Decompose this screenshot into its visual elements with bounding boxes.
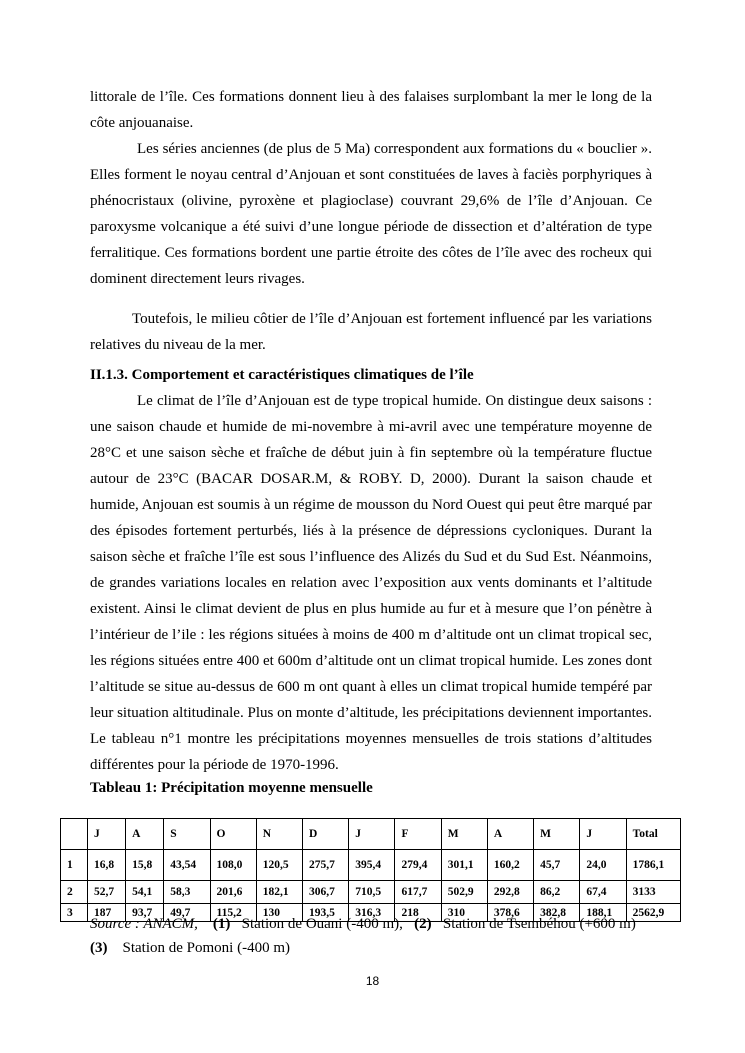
table-cell: 3133 — [626, 881, 680, 904]
header-cell: M — [441, 819, 487, 850]
table-cell: 193,5 — [302, 904, 348, 922]
table-cell: 218 — [395, 904, 441, 922]
table-cell: 115,2 — [210, 904, 256, 922]
header-cell: Total — [626, 819, 680, 850]
table-source — [90, 914, 690, 934]
source-number: (2) — [414, 916, 432, 932]
source-station: Station de Pomoni (-400 m) — [122, 940, 290, 956]
table-cell: 67,4 — [580, 881, 626, 904]
table-row — [61, 881, 681, 904]
source-number: (1) — [212, 916, 231, 932]
table-cell: 502,9 — [441, 881, 487, 904]
table-cell: 395,4 — [349, 850, 395, 881]
table-cell: 617,7 — [395, 881, 441, 904]
table-cell: 201,6 — [210, 881, 256, 904]
source-number: (3) — [90, 940, 108, 956]
table-caption: Tableau 1: Précipitation moyenne mensuelle — [90, 780, 373, 796]
table-cell: 86,2 — [534, 881, 580, 904]
table-cell: 24,0 — [580, 850, 626, 881]
precipitation-table — [60, 818, 681, 922]
source-label: Source : ANACM, — [90, 916, 198, 932]
table-corner-cell — [61, 819, 88, 850]
header-cell: J — [349, 819, 395, 850]
table-cell: 382,8 — [534, 904, 580, 922]
header-cell: M — [534, 819, 580, 850]
header-cell: N — [256, 819, 302, 850]
table-cell: 130 — [256, 904, 302, 922]
table-cell: 108,0 — [210, 850, 256, 881]
row-label: 2 — [61, 881, 88, 904]
table-cell: 160,2 — [487, 850, 533, 881]
table-cell: 93,7 — [126, 904, 164, 922]
table-cell: 188,1 — [580, 904, 626, 922]
paragraph-milieu-cotier: Toutefois, le milieu côtier de l’île d’Anjouan est fortement influencé par les variations relatives du niveau de la mer. — [90, 311, 652, 353]
header-cell: A — [487, 819, 533, 850]
table-cell: 16,8 — [88, 850, 126, 881]
header-cell: F — [395, 819, 441, 850]
section-heading: II.1.3. Comportement et caractéristiques climatiques de l’île — [90, 367, 474, 383]
table-cell: 378,6 — [487, 904, 533, 922]
table-cell: 54,1 — [126, 881, 164, 904]
source-station: Station de Tsembéhou (+600 m) — [442, 916, 636, 932]
table-cell: 52,7 — [88, 881, 126, 904]
paragraph-climat: Le climat de l’île d’Anjouan est de type tropical humide. On distingue deux saisons : une saison chaude et humide de mi-novembre à mi-avril avec une température moyenne de 28°C et une saison sèche et fraîche de début juin à fin septembre où la température fluctue autour de 23°C (BACAR DOSAR.M, & ROBY. D, 2000). Durant la saison chaude et humide, Anjouan est soumis à un régime de mousson du Nord Ouest qui peut être marqué par des épisodes fortement perturbés, liés à la présence de dépressions cycloniques. Durant la saison sèche et fraîche l’île est sous l’influence des Alizés du Sud et du Sud Est. Néanmoins, de grandes variations locales en relation avec l’exposition aux vents dominants et l’altitude existent. Ainsi le climat devient de plus en plus humide au fur et à mesure que l’on pénètre à l’intérieur de l’ile : les régions situées à moins de 400 m d’altitude ont un climat tropical sec, les régions situées entre 400 et 600m d’altitude ont un climat tropical humide. Les zones dont l’altitude se situe au-dessus de 600 m ont quant à elles un climat tropical humide tempéré par leur situation altitudinale. Plus on monte d’altitude, les précipitations deviennent importantes. Le tableau n°1 montre les précipitations moyennes mensuelles de trois stations d’altitudes différentes pour la période de 1970-1996. — [90, 393, 652, 773]
table-cell: 316,3 — [349, 904, 395, 922]
table-cell: 301,1 — [441, 850, 487, 881]
table-cell: 279,4 — [395, 850, 441, 881]
header-cell: D — [302, 819, 348, 850]
page-body — [90, 84, 652, 798]
table-cell: 710,5 — [349, 881, 395, 904]
table-cell: 120,5 — [256, 850, 302, 881]
header-cell: S — [164, 819, 210, 850]
page-number: 18 — [365, 974, 380, 988]
table-cell: 306,7 — [302, 881, 348, 904]
table-cell: 43,54 — [164, 850, 210, 881]
table-cell: 182,1 — [256, 881, 302, 904]
row-label: 1 — [61, 850, 88, 881]
table-cell: 310 — [441, 904, 487, 922]
table-cell: 1786,1 — [626, 850, 680, 881]
table-cell: 292,8 — [487, 881, 533, 904]
table-cell: 187 — [88, 904, 126, 922]
table-cell: 15,8 — [126, 850, 164, 881]
table-cell: 58,3 — [164, 881, 210, 904]
table-cell: 2562,9 — [626, 904, 680, 922]
table-source-line2 — [90, 938, 290, 958]
source-station: Station de Ouani (-400 m), — [241, 916, 403, 932]
row-label: 3 — [61, 904, 88, 922]
table-cell: 49,7 — [164, 904, 210, 922]
paragraph-series-anciennes: Les séries anciennes (de plus de 5 Ma) correspondent aux formations du « bouclier ». Elles forment le noyau central d’Anjouan et sont constituées de laves à faciès porphyriques à phénocristaux (olivine, pyroxène et plagioclase) couvrant 29,6% de l’île d’Anjouan. Ce paroxysme volcanique a été suivi d’une longue période de dissection et d’altération de type ferralitique. Ces formations bordent une partie étroite des côtes de l’île avec des rocheux qui dominent directement leurs rivages. — [90, 141, 652, 287]
header-cell: J — [88, 819, 126, 850]
table-cell: 45,7 — [534, 850, 580, 881]
paragraph-littorale: littorale de l’île. Ces formations donnent lieu à des falaises surplombant la mer le long de la côte anjouanaise. — [90, 89, 652, 131]
table-cell: 275,7 — [302, 850, 348, 881]
header-cell: A — [126, 819, 164, 850]
header-cell: J — [580, 819, 626, 850]
table-header-row — [61, 819, 681, 850]
table-row — [61, 850, 681, 881]
header-cell: O — [210, 819, 256, 850]
